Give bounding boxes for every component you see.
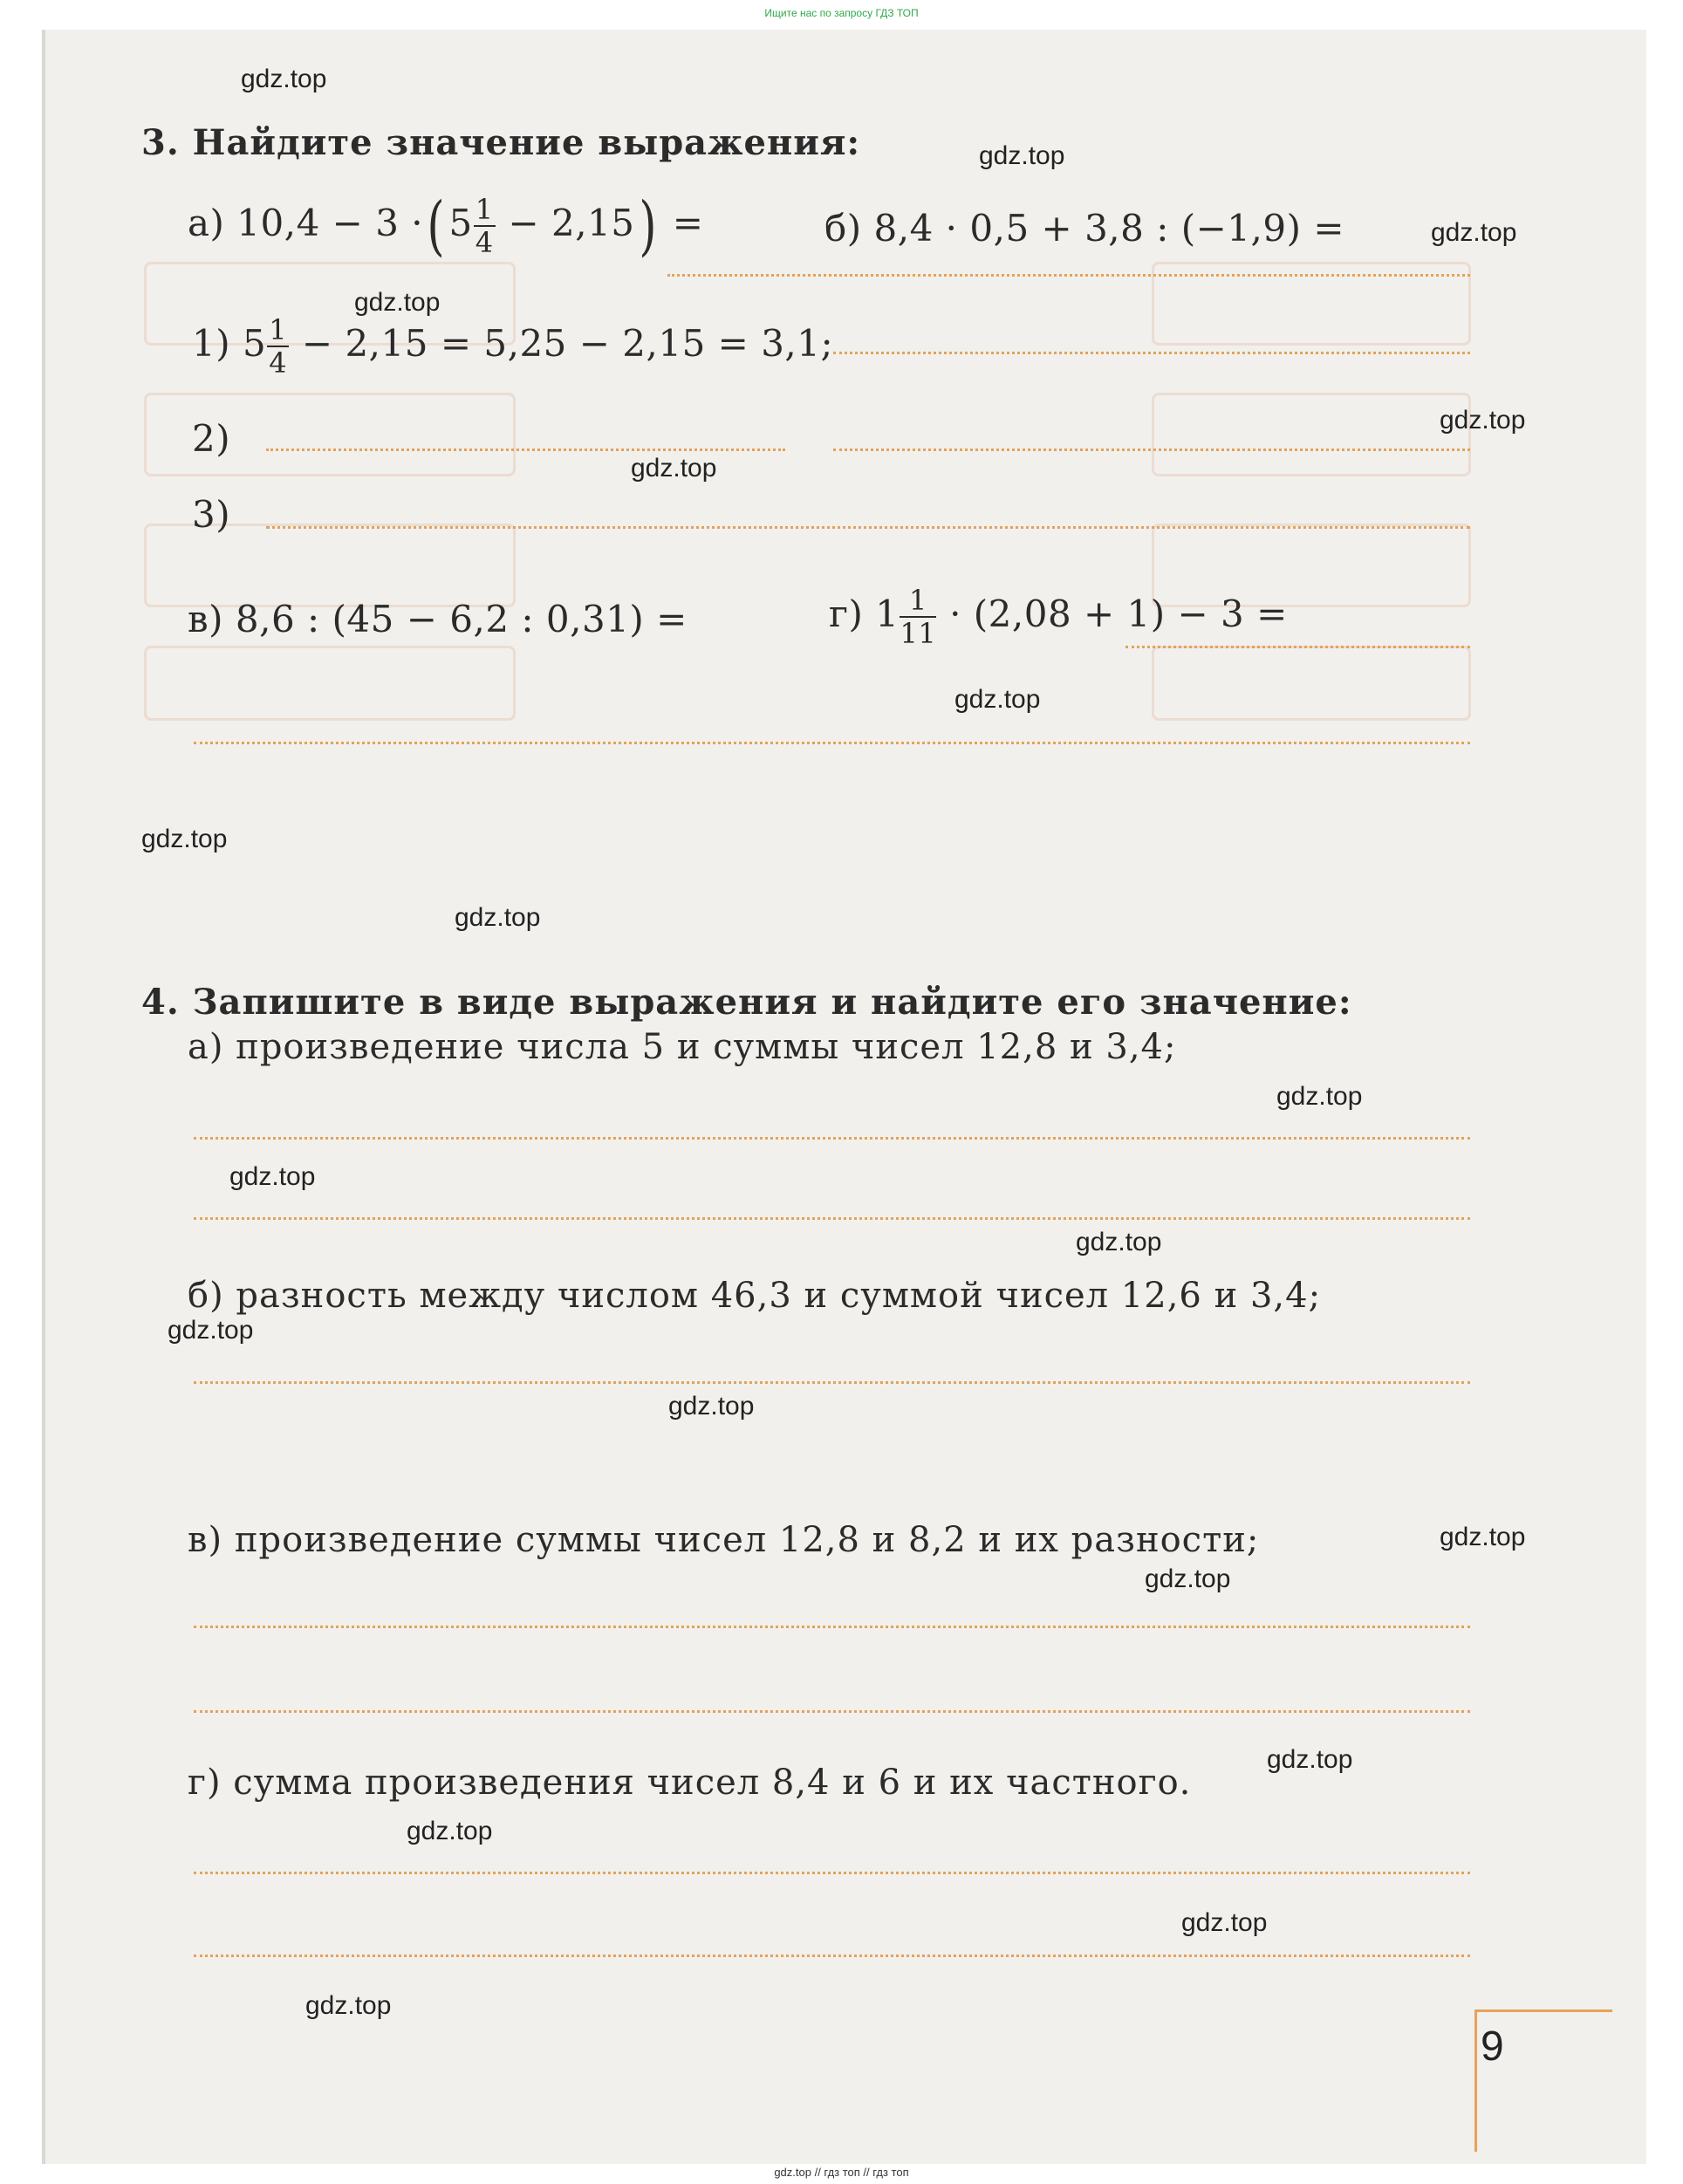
watermark: gdz.top	[1145, 1564, 1231, 1593]
task4-g: г) сумма произведения чисел 8,4 и 6 и их частного.	[188, 1763, 1192, 1803]
watermark: gdz.top	[668, 1392, 755, 1421]
task4-a: а) произведение числа 5 и суммы чисел 12,8 и 3,4;	[188, 1027, 1177, 1067]
denominator: 4	[269, 346, 288, 380]
step2-label: 2)	[192, 417, 231, 460]
watermark: gdz.top	[141, 825, 228, 853]
watermark: gdz.top	[455, 903, 541, 932]
task3-v-expr: 8,6 : (45 − 6,2 : 0,31) =	[235, 598, 688, 640]
show-through-box	[144, 524, 516, 607]
watermark: gdz.top	[1440, 406, 1526, 435]
step1-rest: − 2,15 = 5,25 − 2,15 = 3,1;	[301, 322, 834, 365]
watermark: gdz.top	[305, 1991, 392, 2020]
numerator: 1	[475, 193, 494, 226]
step3-label: 3)	[192, 493, 231, 536]
watermark: gdz.top	[1076, 1228, 1162, 1256]
show-through-box	[1152, 393, 1471, 476]
task3-step1	[192, 313, 834, 380]
right-paren: )	[638, 188, 657, 264]
answer-line[interactable]	[194, 742, 1470, 744]
task3-v-label: в)	[188, 598, 224, 640]
equals-sign: =	[672, 202, 704, 244]
step1-label: 1)	[192, 322, 231, 365]
answer-line[interactable]	[194, 1626, 1470, 1628]
answer-line[interactable]	[194, 1955, 1470, 1957]
answer-line[interactable]	[194, 1217, 1470, 1220]
watermark: gdz.top	[1267, 1745, 1353, 1774]
task3-g-rest: · (2,08 + 1) − 3 =	[949, 592, 1288, 635]
footer-note: gdz.top // гдз топ // гдз топ	[774, 2166, 909, 2179]
task3-b-label: б)	[824, 207, 862, 250]
answer-line[interactable]	[833, 352, 1470, 354]
mixed-whole: 5	[448, 202, 473, 244]
watermark: gdz.top	[354, 288, 441, 317]
task3-step2	[192, 417, 230, 460]
task3-b-expression	[824, 207, 1344, 250]
task3-g-label: г)	[829, 592, 864, 635]
answer-line[interactable]	[667, 274, 1470, 277]
show-through-box	[1152, 646, 1471, 721]
header-note: Ищите нас по запросу ГДЗ ТОП	[764, 7, 919, 19]
watermark: gdz.top	[229, 1162, 316, 1191]
answer-line[interactable]	[266, 526, 1470, 529]
answer-line[interactable]	[194, 1872, 1470, 1874]
show-through-box	[144, 646, 516, 721]
fraction	[474, 195, 496, 257]
task3-b-expr: 8,4 · 0,5 + 3,8 : (−1,9) =	[873, 207, 1345, 250]
task3-g-expression	[829, 584, 1288, 650]
task4-v: в) произведение суммы чисел 12,8 и 8,2 и их разности;	[188, 1520, 1260, 1560]
task4-title: 4. Запишите в виде выражения и найдите его значение:	[141, 982, 1352, 1023]
task3-step3	[192, 493, 230, 536]
mixed-whole: 5	[242, 322, 267, 365]
answer-line[interactable]	[194, 1710, 1470, 1713]
task3-a-label: а)	[188, 202, 225, 244]
watermark: gdz.top	[407, 1817, 493, 1845]
task3-title: 3. Найдите значение выражения:	[141, 122, 861, 163]
answer-line[interactable]	[266, 448, 785, 451]
watermark: gdz.top	[979, 141, 1065, 170]
task3-a-expression	[188, 188, 704, 264]
watermark: gdz.top	[241, 65, 327, 93]
page-number: 9	[1481, 2023, 1504, 2070]
watermark: gdz.top	[631, 454, 717, 483]
numerator: 1	[269, 313, 288, 346]
answer-line[interactable]	[194, 1137, 1470, 1140]
task4-b: б) разность между числом 46,3 и суммой чисел 12,6 и 3,4;	[188, 1276, 1322, 1316]
watermark: gdz.top	[168, 1316, 254, 1345]
denominator: 4	[475, 226, 494, 259]
fraction	[267, 313, 289, 380]
denominator: 11	[900, 617, 937, 650]
task3-v-expression	[188, 598, 688, 640]
watermark: gdz.top	[954, 685, 1041, 714]
mixed-whole: 1	[875, 592, 900, 635]
watermark: gdz.top	[1181, 1908, 1268, 1937]
task3-a-lead: 10,4 − 3 ·	[236, 202, 424, 244]
watermark: gdz.top	[1440, 1523, 1526, 1551]
answer-line[interactable]	[1125, 646, 1470, 648]
watermark: gdz.top	[1431, 218, 1517, 247]
answer-line[interactable]	[833, 448, 1470, 451]
task3-a-tail: − 2,15	[508, 202, 635, 244]
watermark: gdz.top	[1276, 1082, 1363, 1111]
answer-line[interactable]	[194, 1381, 1470, 1384]
left-paren: (	[427, 188, 446, 264]
numerator: 1	[900, 586, 936, 618]
fraction	[900, 584, 937, 650]
